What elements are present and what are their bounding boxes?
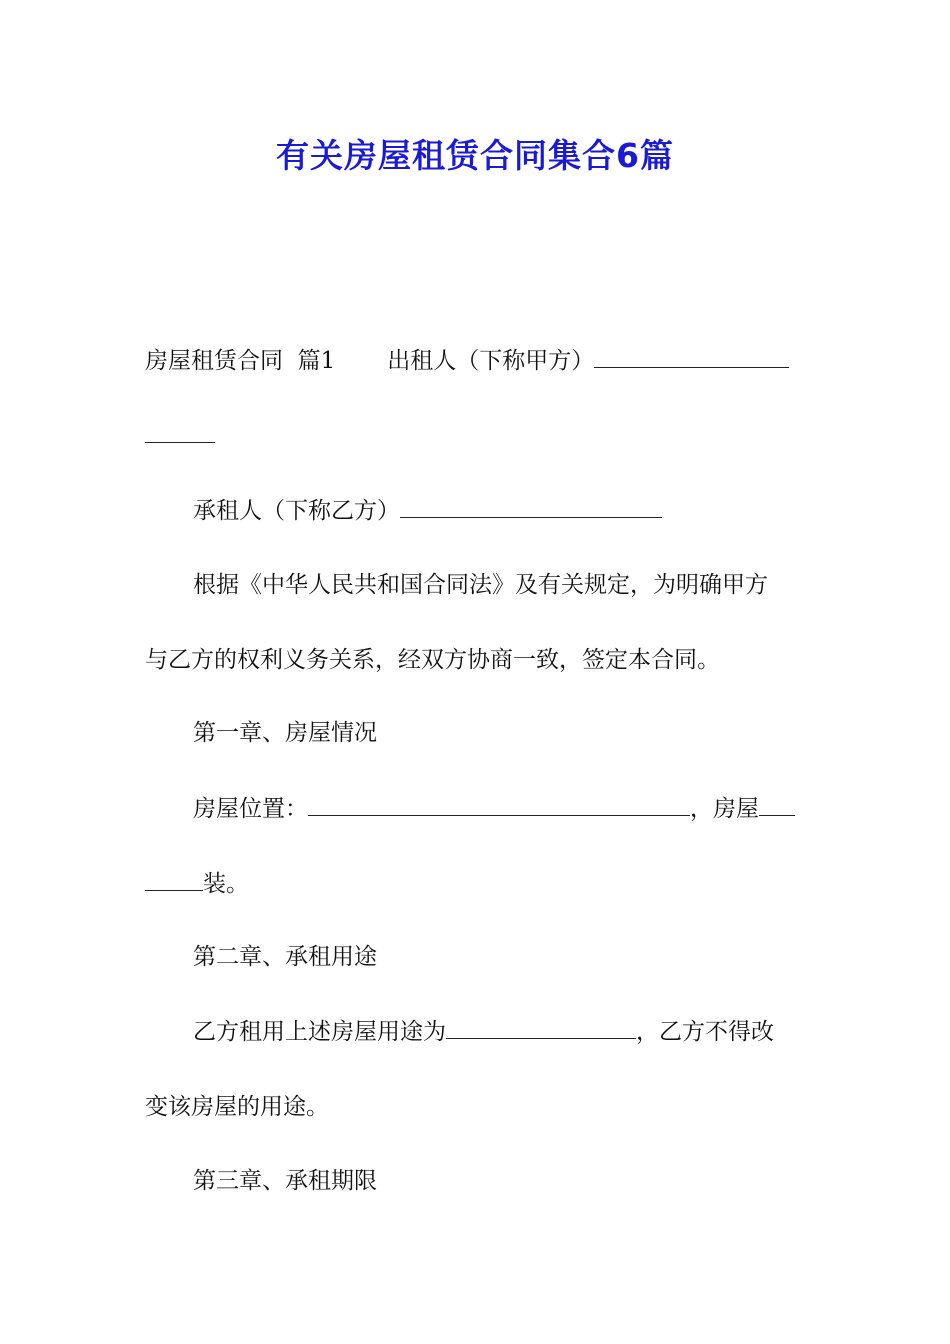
paragraph-text: 变该房屋的用途。 [145, 1094, 329, 1120]
fill-blank [308, 793, 690, 816]
text-line [145, 942, 810, 972]
text-line [145, 1092, 810, 1122]
fill-blank [145, 420, 215, 443]
text-line [145, 718, 810, 748]
chapter-heading: 第二章、承租用途 [193, 944, 377, 970]
chapter-heading: 第三章、承租期限 [193, 1168, 377, 1194]
paragraph-text: 房屋位置： [193, 796, 308, 822]
text-line [145, 645, 810, 675]
text-line [145, 793, 810, 824]
lessee-label: 承租人（下称乙方） [193, 498, 400, 524]
text-line [145, 1166, 810, 1196]
paragraph-text: 装。 [203, 871, 249, 897]
text-line [145, 1016, 810, 1047]
section-heading: 房屋租赁合同 篇1 [145, 348, 336, 374]
lessor-label: 出租人（下称甲方） [387, 348, 595, 374]
paragraph-text: 根据《中华人民共和国合同法》及有关规定，为明确甲方 [193, 572, 768, 598]
paragraph-text: 与乙方的权利义务关系，经双方协商一致，签定本合同。 [145, 647, 720, 673]
paragraph-text: ，乙方不得改 [636, 1019, 774, 1045]
fill-blank [400, 495, 662, 518]
paragraph-text: 乙方租用上述房屋用途为 [193, 1019, 446, 1045]
fill-blank [759, 793, 795, 816]
document-title: 有关房屋租赁合同集合6篇 [276, 136, 674, 175]
fill-blank [594, 345, 789, 368]
fill-blank [446, 1016, 636, 1039]
chapter-heading: 第一章、房屋情况 [193, 720, 377, 746]
text-line [145, 570, 810, 600]
text-line [145, 868, 810, 899]
text-line [145, 495, 810, 526]
paragraph-text: ，房屋 [690, 796, 759, 822]
fill-blank [145, 868, 203, 891]
text-line [145, 345, 810, 376]
text-line [145, 420, 810, 451]
